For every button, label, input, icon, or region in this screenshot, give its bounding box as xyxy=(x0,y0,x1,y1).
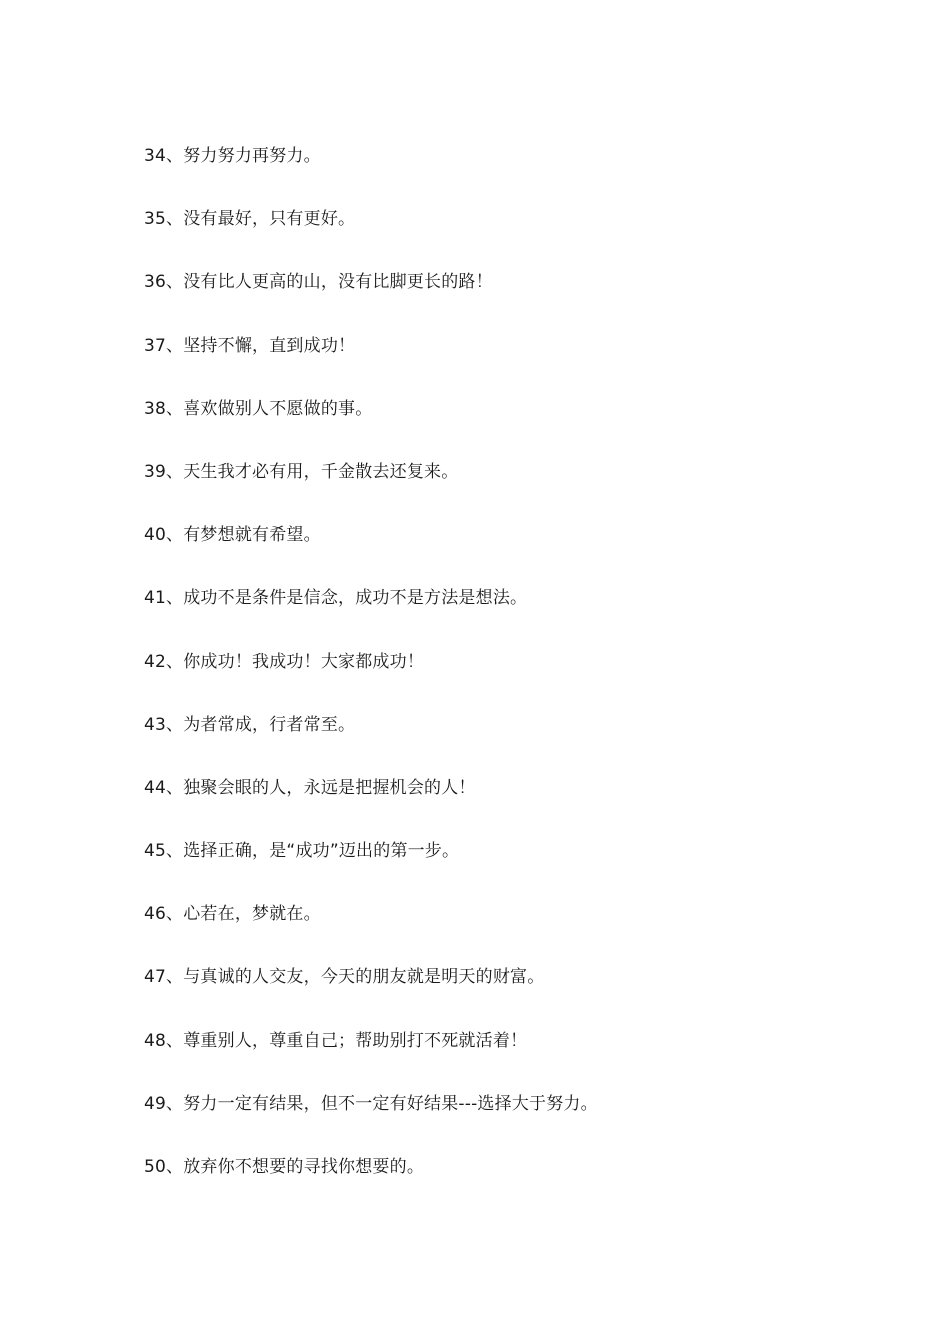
quote-item: 43、为者常成，行者常至。 xyxy=(144,714,356,735)
quote-item: 41、成功不是条件是信念，成功不是方法是想法。 xyxy=(144,588,528,609)
quote-item: 34、努力努力再努力。 xyxy=(144,146,321,166)
quote-item: 40、有梦想就有希望。 xyxy=(144,525,321,546)
quote-item: 45、选择正确，是“成功”迈出的第一步。 xyxy=(144,841,460,862)
quote-item: 46、心若在，梦就在。 xyxy=(144,904,321,925)
quote-item: 36、没有比人更高的山，没有比脚更长的路！ xyxy=(144,272,493,293)
quote-item: 38、喜欢做别人不愿做的事。 xyxy=(144,398,373,419)
quote-item: 35、没有最好，只有更好。 xyxy=(144,209,356,230)
quote-item: 49、努力一定有结果，但不一定有好结果---选择大于努力。 xyxy=(144,1093,598,1114)
quote-list xyxy=(144,142,904,1216)
quote-item: 50、放弃你不想要的寻找你想要的。 xyxy=(144,1157,425,1177)
quote-item: 48、尊重别人，尊重自己；帮助别打不死就活着！ xyxy=(144,1030,528,1051)
quote-item: 37、坚持不懈，直到成功！ xyxy=(144,335,356,356)
quote-item: 42、你成功！我成功！大家都成功！ xyxy=(144,651,425,672)
quote-item: 47、与真诚的人交友，今天的朋友就是明天的财富。 xyxy=(144,967,545,988)
quote-item: 39、天生我才必有用，千金散去还复来。 xyxy=(144,461,459,482)
quote-item: 44、独聚会眼的人，永远是把握机会的人！ xyxy=(144,777,476,798)
